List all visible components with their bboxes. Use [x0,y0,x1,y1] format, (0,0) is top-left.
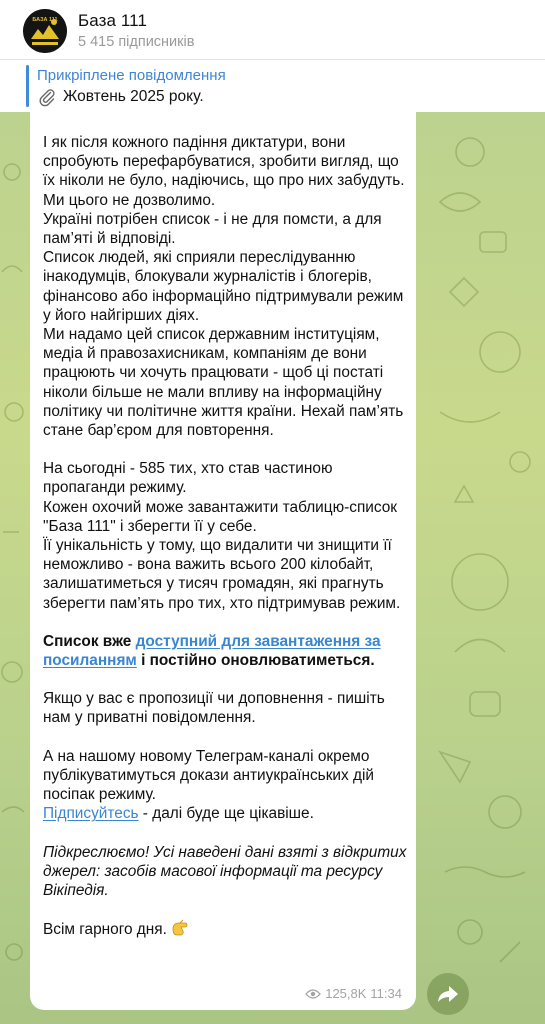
message-text-span: А на нашому новому Телеграм-каналі окремо публікуватимуться докази антиукраїнських дій посіпак режиму. [43,747,374,804]
message-text [43,133,407,939]
message-paragraph [43,632,407,670]
avatar-logo-icon [23,9,67,53]
pinned-title: Прикріплене повідомлення [37,67,226,84]
pinned-preview [37,87,204,107]
message-meta [305,986,402,1001]
pinching-hand-emoji [169,919,189,937]
share-arrow-icon [437,984,459,1004]
channel-avatar[interactable] [23,9,67,53]
message-paragraph: Ми надамо цей список державним інституціям, медіа й правозахисникам, компаніям де вони працюють чи хочуть працювати - щоб ці постаті ніколи більше не мали впливу на інформаційну політику чи політичне життя країни. Нехай пам’ять стане бар’єром для повторення. [43,326,404,440]
view-count: 125,8K [325,986,367,1001]
download-link[interactable]: доступний для завантаження за посиланням [43,632,381,670]
channel-header[interactable] [0,0,545,60]
message-paragraph: Україні потрібен список - і не для помсти, а для пам’яті й відповіді. [43,210,382,248]
bold-text: і постійно оновлюватиметься. [136,652,375,670]
message-text-span: - далі буде ще цікавіше. [138,805,314,823]
message-time: 11:34 [370,986,402,1001]
message-text-span: Всім гарного дня. [43,921,167,939]
pinned-text: Жовтень 2025 року. [63,88,204,105]
message-paragraph [43,919,407,939]
pinned-accent-bar [26,65,29,107]
message-paragraph: На сьогодні - 585 тих, хто став частиною пропаганди режиму. [43,460,333,497]
share-button[interactable] [427,973,469,1015]
avatar-lettering: БАЗА 111 [32,17,58,23]
subscribe-link[interactable]: Підписуйтесь [43,805,139,823]
eye-icon [305,988,321,1000]
message-paragraph [43,747,407,824]
channel-title[interactable]: База 111 [78,11,148,30]
message-paragraph: Її унікальність у тому, що видалити чи знищити її неможливо - вона важить всього 200 кілобайт, залишатиметься у тисяч громадян, які прагнуть зберегти пам’ять про тих, хто підтримував режим. [43,537,401,612]
bold-text: Список вже [43,632,136,650]
subscriber-count: 5 415 підписників [78,34,195,50]
message-paragraph: Якщо у вас є пропозиції чи доповнення - пишіть нам у приватні повідомлення. [43,690,385,727]
paperclip-icon [37,87,57,107]
message-paragraph: І як після кожного падіння диктатури, вони спробують перефарбуватися, зробити вигляд, що їх ніколи не було, надіючись, що про них забудуть. Ми цього не дозволимо. [43,134,405,209]
pinned-message-bar[interactable] [0,60,545,112]
message-paragraph: Підкреслюємо! Усі наведені дані взяті з відкритих джерел: засобів масової інформації та ресурсу Вікіпедія. [43,843,407,899]
message-paragraph: Список людей, які сприяли переслідуванню інакодумців, блокували журналістів і блогерів, фінансово або інформаційно підтримували режим у його найгірших діях. [43,249,404,324]
chat-area[interactable] [0,112,545,1024]
message-paragraph: Кожен охочий може завантажити таблицю-список "База 111" і зберегти її у себе. [43,498,398,535]
message-bubble[interactable] [30,112,416,1010]
